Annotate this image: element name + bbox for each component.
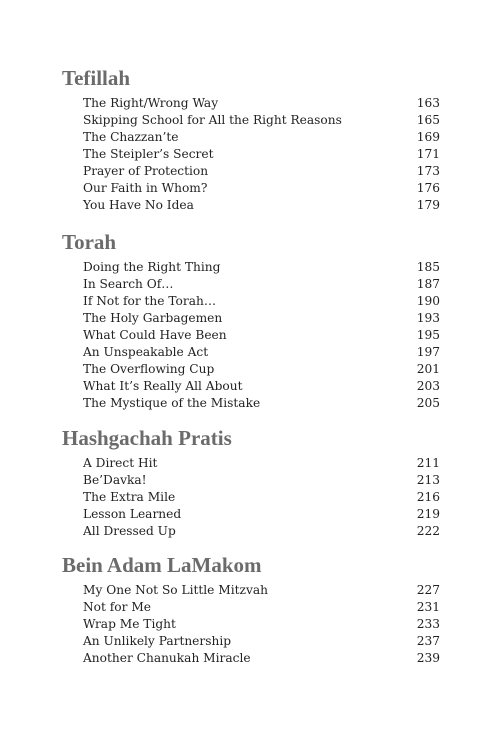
toc-entry-title: All Dressed Up	[83, 524, 176, 538]
toc-entry[interactable]	[83, 599, 440, 616]
toc-entry-title: An Unlikely Partnership	[83, 634, 232, 648]
toc-entry-title: Wrap Me Tight	[83, 617, 176, 631]
toc-entry-page: 193	[416, 311, 440, 325]
toc-entry-title: What It’s Really All About	[83, 379, 243, 393]
toc-entry-list	[83, 95, 440, 214]
toc-entry-page: 190	[416, 294, 440, 308]
toc-entry[interactable]	[83, 293, 440, 310]
toc-entry-title: Not for Me	[83, 600, 152, 614]
toc-entry[interactable]	[83, 129, 440, 146]
toc-entry-list	[83, 455, 440, 540]
toc-entry[interactable]	[83, 361, 440, 378]
toc-entry[interactable]	[83, 650, 440, 667]
toc-entry-page: 195	[416, 328, 440, 342]
toc-entry-title: The Holy Garbagemen	[83, 311, 223, 325]
toc-entry-title: What Could Have Been	[83, 328, 227, 342]
toc-entry[interactable]	[83, 506, 440, 523]
toc-entry-title: If Not for the Torah…	[83, 294, 217, 308]
toc-entry-page: 197	[416, 345, 440, 359]
toc-entry-title: An Unspeakable Act	[83, 345, 209, 359]
section-heading: Bein Adam LaMakom	[62, 553, 262, 577]
toc-entry-page: 211	[416, 456, 440, 470]
toc-entry-title: Doing the Right Thing	[83, 260, 221, 274]
toc-entry-page: 231	[416, 600, 440, 614]
toc-entry[interactable]	[83, 633, 440, 650]
toc-entry[interactable]	[83, 95, 440, 112]
toc-entry[interactable]	[83, 472, 440, 489]
toc-entry-page: 179	[416, 198, 440, 212]
toc-entry[interactable]	[83, 310, 440, 327]
toc-entry[interactable]	[83, 523, 440, 540]
toc-entry[interactable]	[83, 112, 440, 129]
toc-entry[interactable]	[83, 259, 440, 276]
toc-entry-title: Another Chanukah Miracle	[83, 651, 251, 665]
toc-entry-page: 176	[416, 181, 440, 195]
toc-entry-page: 187	[416, 277, 440, 291]
toc-entry-title: The Right/Wrong Way	[83, 96, 219, 110]
toc-entry-page: 237	[416, 634, 440, 648]
toc-entry[interactable]	[83, 197, 440, 214]
toc-entry-page: 173	[416, 164, 440, 178]
toc-entry-page: 216	[416, 490, 440, 504]
toc-entry-page: 163	[416, 96, 440, 110]
toc-entry[interactable]	[83, 395, 440, 412]
toc-entry-page: 165	[416, 113, 440, 127]
toc-section-tefillah	[62, 64, 440, 214]
toc-entry-page: 233	[416, 617, 440, 631]
toc-entry-page: 171	[416, 147, 440, 161]
toc-entry[interactable]	[83, 455, 440, 472]
toc-entry[interactable]	[83, 163, 440, 180]
toc-entry-title: A Direct Hit	[83, 456, 158, 470]
toc-entry-title: In Search Of…	[83, 277, 174, 291]
toc-section-bein-adam-lamakom	[62, 551, 440, 667]
toc-entry-page: 201	[416, 362, 440, 376]
toc-section-hashgachah-pratis	[62, 424, 440, 540]
toc-entry-page: 227	[416, 583, 440, 597]
toc-entry-title: The Overflowing Cup	[83, 362, 215, 376]
toc-entry-page: 239	[416, 651, 440, 665]
toc-entry-page: 185	[416, 260, 440, 274]
toc-entry-title: The Steipler’s Secret	[83, 147, 214, 161]
toc-entry[interactable]	[83, 146, 440, 163]
toc-entry-title: The Chazzan’te	[83, 130, 179, 144]
section-heading: Torah	[62, 230, 117, 254]
toc-entry-title: My One Not So Little Mitzvah	[83, 583, 268, 597]
toc-entry-page: 222	[416, 524, 440, 538]
toc-entry-title: Prayer of Protection	[83, 164, 209, 178]
toc-entry[interactable]	[83, 616, 440, 633]
toc-entry-page: 169	[416, 130, 440, 144]
toc-entry[interactable]	[83, 582, 440, 599]
toc-entry[interactable]	[83, 276, 440, 293]
section-heading: Tefillah	[62, 66, 131, 90]
toc-entry[interactable]	[83, 378, 440, 395]
toc-entry-title: Lesson Learned	[83, 507, 182, 521]
toc-entry-list	[83, 582, 440, 667]
toc-entry-title: Be’Davka!	[83, 473, 147, 487]
toc-entry-list	[83, 259, 440, 412]
toc-section-torah	[62, 228, 440, 412]
toc-entry-title: Skipping School for All the Right Reasons	[83, 113, 342, 127]
toc-entry-title: The Mystique of the Mistake	[83, 396, 261, 410]
section-heading: Hashgachah Pratis	[62, 426, 232, 450]
toc-entry-title: You Have No Idea	[83, 198, 194, 212]
toc-entry-title: The Extra Mile	[83, 490, 176, 504]
toc-entry-page: 205	[416, 396, 440, 410]
toc-entry[interactable]	[83, 344, 440, 361]
toc-entry[interactable]	[83, 327, 440, 344]
toc-entry-page: 213	[416, 473, 440, 487]
toc-entry-title: Our Faith in Whom?	[83, 181, 208, 195]
toc-entry[interactable]	[83, 489, 440, 506]
toc-entry-page: 203	[416, 379, 440, 393]
toc-entry[interactable]	[83, 180, 440, 197]
toc-entry-page: 219	[416, 507, 440, 521]
